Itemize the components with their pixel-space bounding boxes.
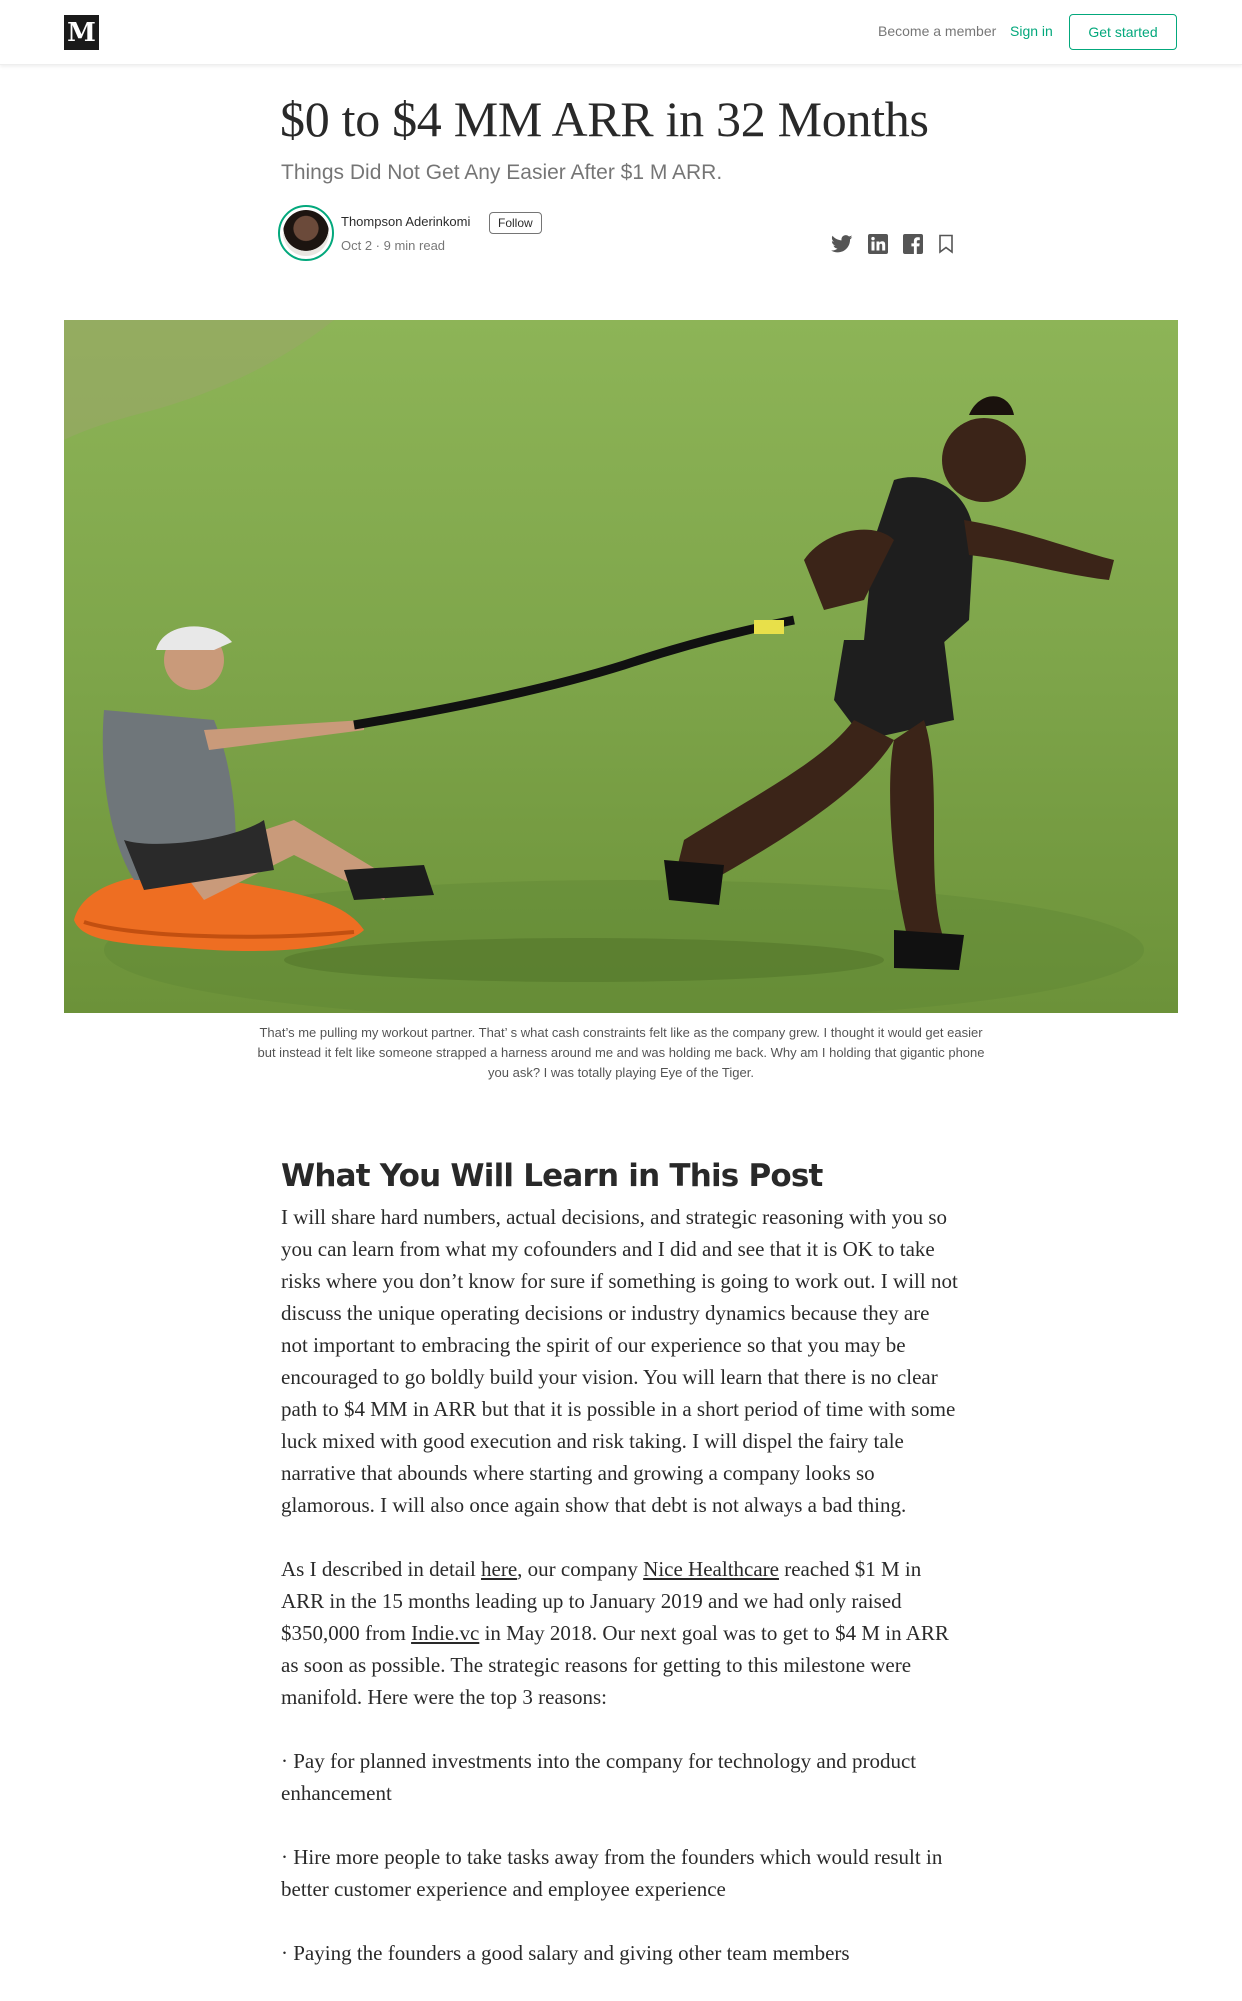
article-body (281, 1155, 961, 2001)
article-title: $0 to $4 MM ARR in 32 Months (280, 91, 929, 147)
sign-in-link[interactable]: Sign in (1010, 23, 1053, 39)
become-member-link[interactable]: Become a member (878, 23, 997, 39)
bullet-item: · Paying the founders a good salary and giving other team members (281, 1941, 850, 1965)
post-meta: Oct 2 · 9 min read (341, 238, 446, 253)
facebook-icon[interactable] (901, 232, 925, 256)
hero-image (64, 320, 1178, 1013)
bullet-item: · Pay for planned investments into the company for technology and product enhancement (281, 1749, 917, 1805)
author-name-link[interactable]: Thompson Aderinkomi (341, 214, 471, 229)
get-started-button[interactable]: Get started (1069, 14, 1177, 50)
bookmark-icon[interactable] (934, 232, 958, 256)
paragraph-intro: I will share hard numbers, actual decisions, and strategic reasoning with you so you can learn from what my cofounders and I did and see that it is OK to take risks where you don’t know for sure if something is going to work out. I will not discuss the unique operating decisions or industry dynamics because they are not important to embracing the spirit of our experience so that you may be encouraged to go boldly build your vision. You will learn that there is no clear path to $4 MM in ARR but that it is possible in a short period of time with some luck mixed with good execution and risk taking. I will dispel the fairy tale narrative that abounds where starting and growing a company looks so glamorous. I will also once again show that debt is not always a bad thing. (281, 1205, 958, 1517)
nice-healthcare-link[interactable]: Nice Healthcare (643, 1557, 779, 1581)
medium-logo-icon[interactable]: M (64, 15, 99, 50)
paragraph-background (281, 1553, 961, 1713)
twitter-icon[interactable] (830, 232, 854, 256)
section-heading: What You Will Learn in This Post (281, 1158, 823, 1194)
avatar-image (283, 210, 329, 256)
paragraph-text: in May 2018. Our next goal was to get to $4 M in ARR as soon as possible. The strategic reasons for getting to this milestone were manifold. Here were the top 3 reasons: (281, 1621, 949, 1709)
paragraph-text: , our company (517, 1557, 644, 1581)
linkedin-icon[interactable] (866, 232, 890, 256)
paragraph-text: As I described in detail (281, 1557, 482, 1581)
author-avatar[interactable] (278, 205, 334, 261)
indie-vc-link[interactable]: Indie.vc (411, 1621, 480, 1645)
article-subtitle: Things Did Not Get Any Easier After $1 M ARR. (281, 161, 723, 184)
follow-button[interactable]: Follow (489, 212, 542, 234)
here-link[interactable]: here (481, 1557, 518, 1581)
image-caption: That’s me pulling my workout partner. That’ s what cash constraints felt like as the company grew. I thought it would get easier but instead it felt like someone strapped a harness around me and was holding me back. Why am I holding that gigantic phone you ask? I was totally playing Eye of the Tiger. (257, 1025, 985, 1080)
top-navbar (0, 0, 1242, 65)
bullet-item: · Hire more people to take tasks away from the founders which would result in better customer experience and employee experience (281, 1845, 943, 1901)
paragraph-text: reached $1 M in ARR in the 15 months leading up to January 2019 and we had only raised $350,000 from (281, 1557, 922, 1645)
